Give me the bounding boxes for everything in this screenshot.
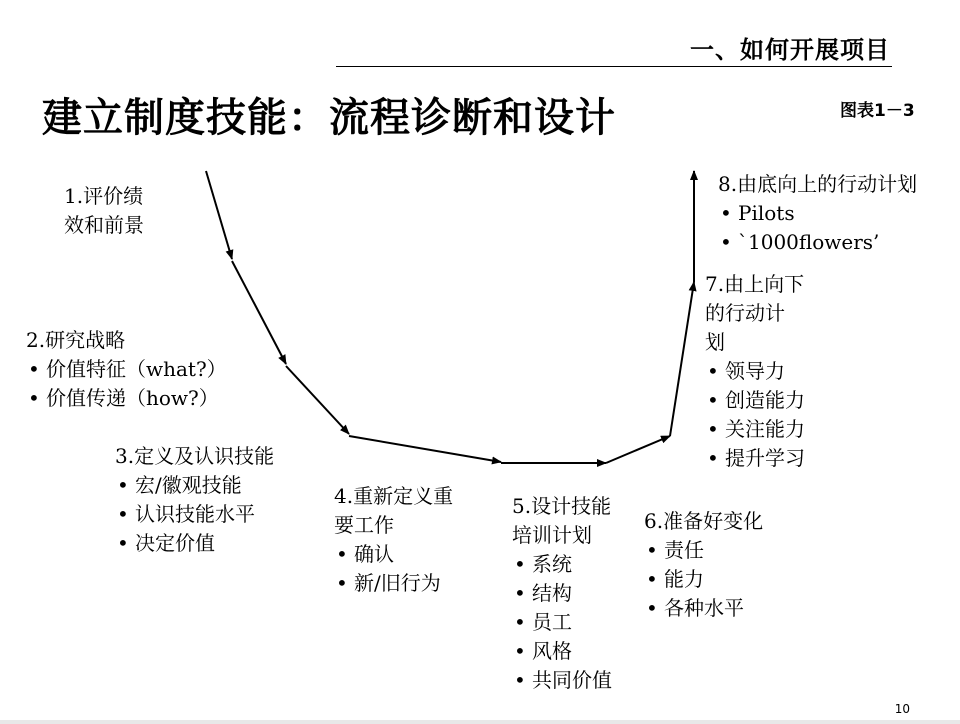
bullet-item: • 提升学习 xyxy=(705,444,805,473)
bullet-item: • 新/旧行为 xyxy=(334,569,453,598)
step-title: 1.评价绩 效和前景 xyxy=(64,184,144,237)
step-1-evaluate-performance xyxy=(64,182,144,240)
step-title: 4.重新定义重 要工作 xyxy=(334,484,454,537)
bullet-item: • Pilots xyxy=(718,199,917,228)
step-8-bottom-up-plan xyxy=(718,170,917,257)
step-6-prepare-change xyxy=(644,507,763,623)
bullet-item: • 认识技能水平 xyxy=(115,500,274,529)
step-4-redefine-work xyxy=(334,482,453,598)
bullet-item: • 宏/徽观技能 xyxy=(115,471,274,500)
bottom-strip xyxy=(0,720,960,724)
section-title: 一、如何开展项目 xyxy=(690,36,890,64)
slide-title: 建立制度技能：流程诊断和设计 xyxy=(42,95,616,141)
bullet-item: • 各种水平 xyxy=(644,594,763,623)
step-3-define-skills xyxy=(115,442,274,558)
bullet-item: • 系统 xyxy=(512,550,612,579)
bullet-item: • 关注能力 xyxy=(705,415,805,444)
flow-arrow-1 xyxy=(206,171,232,259)
flow-arrow-3 xyxy=(286,366,349,434)
bullet-item: • 领导力 xyxy=(705,357,805,386)
flow-arrow-6 xyxy=(606,436,670,463)
bullet-item: • 共同价值 xyxy=(512,666,612,695)
figure-label: 图表1－3 xyxy=(840,101,915,121)
page-number: 10 xyxy=(894,702,910,716)
bullet-item: • 创造能力 xyxy=(705,386,805,415)
bullet-item: • 能力 xyxy=(644,565,763,594)
bullet-item: • `1000flowers’ xyxy=(718,228,917,257)
step-title: 7.由上向下 的行动计 划 xyxy=(705,272,805,354)
bullet-item: • 价值传递（how?） xyxy=(26,384,227,413)
step-title: 8.由底向上的行动计划 xyxy=(718,172,918,196)
bullet-item: • 决定价值 xyxy=(115,529,274,558)
step-7-top-down-plan xyxy=(705,270,805,473)
step-title: 3.定义及认识技能 xyxy=(115,444,275,468)
step-title: 2.研究战略 xyxy=(26,328,126,352)
flow-arrow-7 xyxy=(670,282,694,436)
bullet-item: • 结构 xyxy=(512,579,612,608)
step-title: 5.设计技能 培训计划 xyxy=(512,494,612,547)
bullet-item: • 风格 xyxy=(512,637,612,666)
bullet-item: • 价值特征（what?） xyxy=(26,355,227,384)
step-5-design-training xyxy=(512,492,612,695)
bullet-item: • 员工 xyxy=(512,608,612,637)
step-title: 6.准备好变化 xyxy=(644,509,764,533)
bullet-item: • 责任 xyxy=(644,536,763,565)
step-2-research-strategy xyxy=(26,326,227,413)
flow-arrow-4 xyxy=(349,436,501,462)
flow-arrow-2 xyxy=(232,261,286,364)
bullet-item: • 确认 xyxy=(334,540,453,569)
